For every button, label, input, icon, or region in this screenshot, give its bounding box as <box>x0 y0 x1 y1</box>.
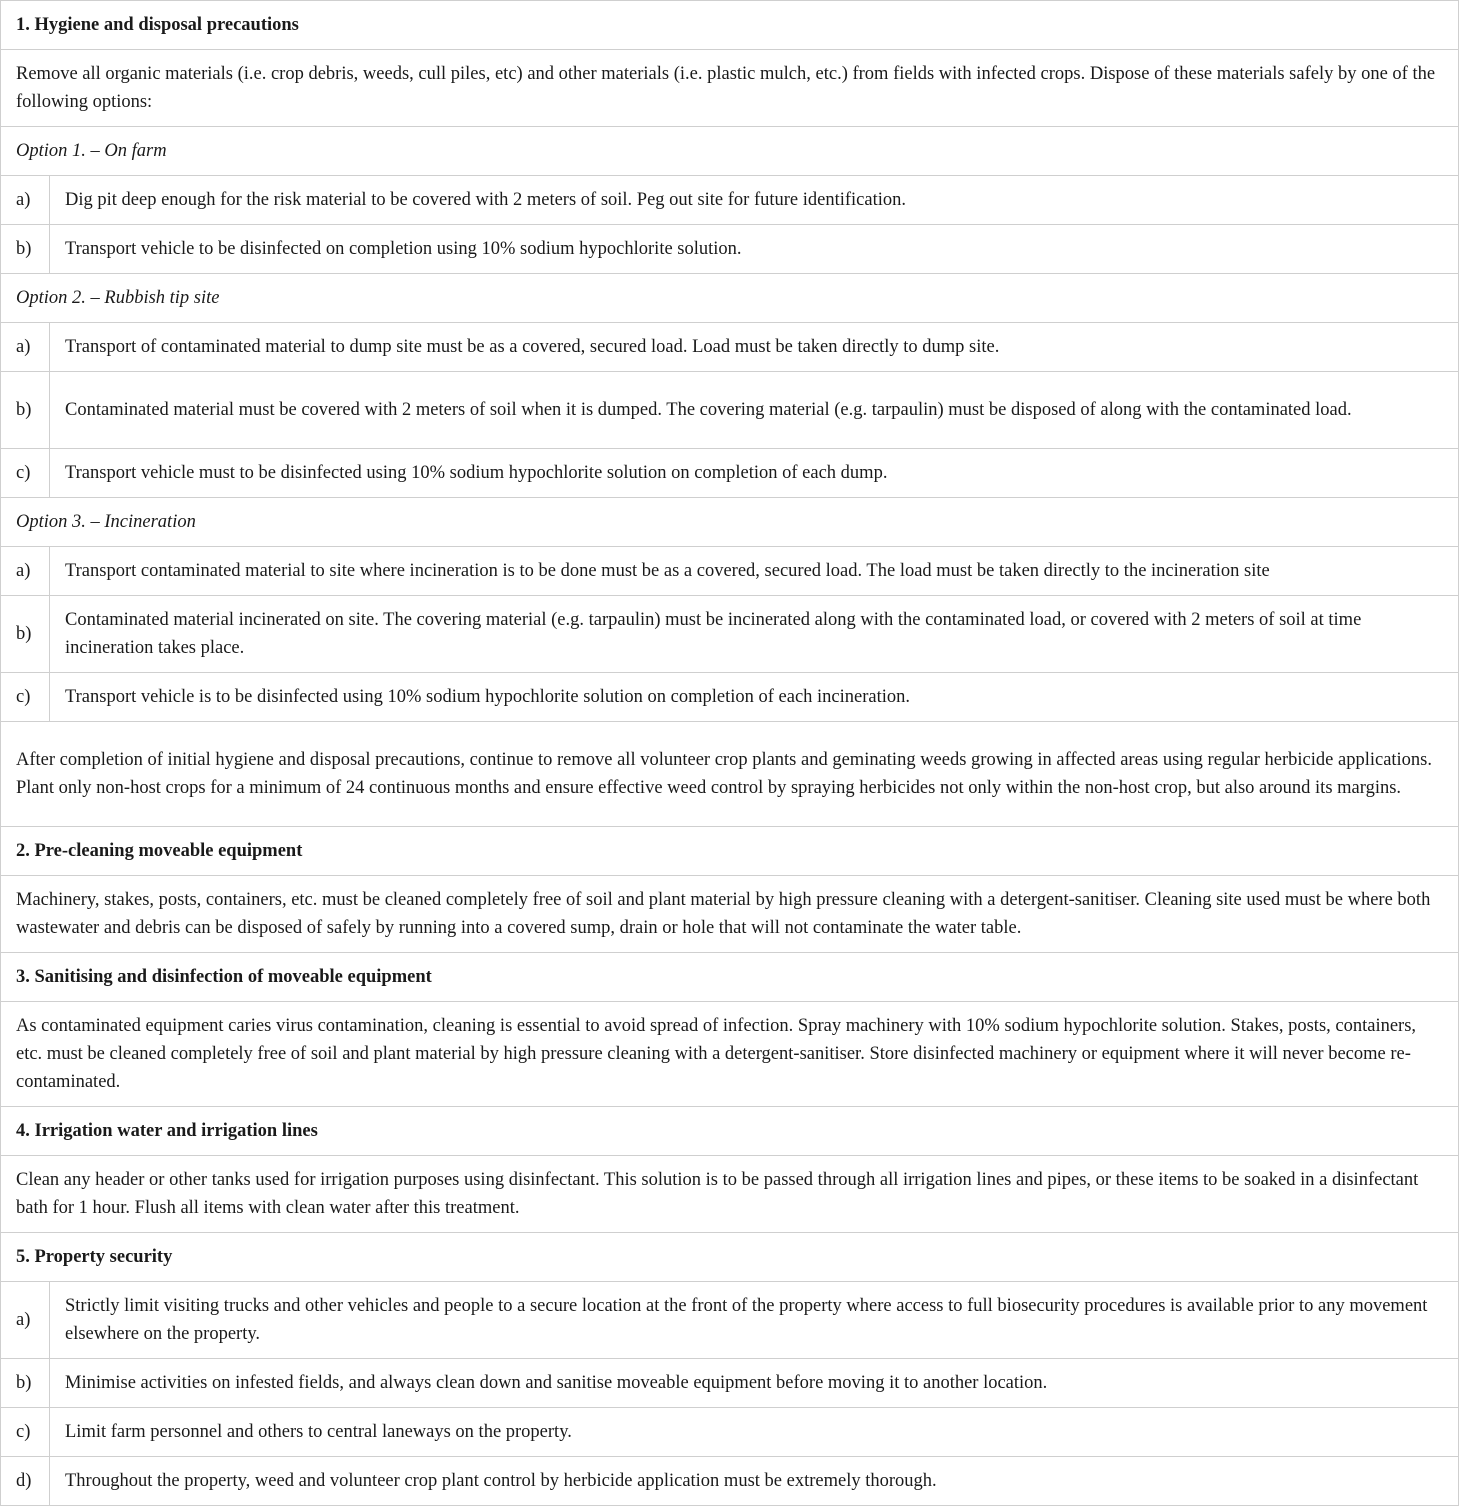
table-row <box>1 1408 1459 1457</box>
option-header-row <box>1 274 1459 323</box>
table-row <box>1 547 1459 596</box>
item-text: Transport contaminated material to site where incineration is to be done must be as a covered, secured load. The load must be taken directly to the incineration site <box>50 547 1459 596</box>
item-label: c) <box>1 1408 50 1457</box>
table-row <box>1 1359 1459 1408</box>
item-label: a) <box>1 176 50 225</box>
section-header-row <box>1 1107 1459 1156</box>
item-label: b) <box>1 225 50 274</box>
section-body: As contaminated equipment caries virus contamination, cleaning is essential to avoid spread of infection. Spray machinery with 10% sodium hypochlorite solution. Stakes, posts, containers, etc. must be cleaned completely free of soil and plant material by high pressure cleaning with a detergent-sanitiser. Store disinfected machinery or equipment where it will never become re-contaminated. <box>1 1002 1459 1107</box>
option-header-row <box>1 127 1459 176</box>
item-label: b) <box>1 372 50 449</box>
item-text: Dig pit deep enough for the risk material to be covered with 2 meters of soil. Peg out site for future identification. <box>50 176 1459 225</box>
item-text: Contaminated material must be covered with 2 meters of soil when it is dumped. The covering material (e.g. tarpaulin) must be disposed of along with the contaminated load. <box>50 372 1459 449</box>
item-label: a) <box>1 323 50 372</box>
section-body: Machinery, stakes, posts, containers, etc. must be cleaned completely free of soil and plant material by high pressure cleaning with a detergent-sanitiser. Cleaning site used must be where both wastewater and debris can be disposed of safely by running into a covered sump, drain or hole that will not contaminate the water table. <box>1 876 1459 953</box>
section-title: 5. Property security <box>1 1233 1459 1282</box>
item-label: c) <box>1 449 50 498</box>
table-row <box>1 176 1459 225</box>
section-title: 3. Sanitising and disinfection of moveable equipment <box>1 953 1459 1002</box>
item-text: Strictly limit visiting trucks and other vehicles and people to a secure location at the front of the property where access to full biosecurity procedures is available prior to any movement elsewhere on the property. <box>50 1282 1459 1359</box>
section-intro: Remove all organic materials (i.e. crop debris, weeds, cull piles, etc) and other materials (i.e. plastic mulch, etc.) from fields with infected crops. Dispose of these materials safely by one of the following options: <box>1 50 1459 127</box>
section-header-row <box>1 1 1459 50</box>
item-label: b) <box>1 1359 50 1408</box>
table-row <box>1 1282 1459 1359</box>
table-row <box>1 1457 1459 1506</box>
section-header-row <box>1 827 1459 876</box>
section-header-row <box>1 1233 1459 1282</box>
section-body: Clean any header or other tanks used for irrigation purposes using disinfectant. This solution is to be passed through all irrigation lines and pipes, or these items to be soaked in a disinfectant bath for 1 hour. Flush all items with clean water after this treatment. <box>1 1156 1459 1233</box>
item-label: a) <box>1 1282 50 1359</box>
item-text: Contaminated material incinerated on site. The covering material (e.g. tarpaulin) must be incinerated along with the contaminated load, or covered with 2 meters of soil at time incineration takes place. <box>50 596 1459 673</box>
section-header-row <box>1 953 1459 1002</box>
section-title: 1. Hygiene and disposal precautions <box>1 1 1459 50</box>
table-row <box>1 449 1459 498</box>
item-text: Transport of contaminated material to dump site must be as a covered, secured load. Load must be taken directly to dump site. <box>50 323 1459 372</box>
item-text: Transport vehicle to be disinfected on completion using 10% sodium hypochlorite solution. <box>50 225 1459 274</box>
section-paragraph-row <box>1 722 1459 827</box>
table-row <box>1 372 1459 449</box>
option-title: Option 2. – Rubbish tip site <box>1 274 1459 323</box>
table-row <box>1 225 1459 274</box>
section-closing: After completion of initial hygiene and disposal precautions, continue to remove all volunteer crop plants and geminating weeds growing in affected areas using regular herbicide applications. Plant only non-host crops for a minimum of 24 continuous months and ensure effective weed control by spraying herbicides not only within the non-host crop, but also around its margins. <box>1 722 1459 827</box>
option-title: Option 1. – On farm <box>1 127 1459 176</box>
item-text: Transport vehicle must to be disinfected using 10% sodium hypochlorite solution on completion of each dump. <box>50 449 1459 498</box>
item-label: d) <box>1 1457 50 1506</box>
item-text: Throughout the property, weed and volunteer crop plant control by herbicide application must be extremely thorough. <box>50 1457 1459 1506</box>
item-text: Limit farm personnel and others to central laneways on the property. <box>50 1408 1459 1457</box>
table-row <box>1 596 1459 673</box>
table-row <box>1 323 1459 372</box>
item-label: c) <box>1 673 50 722</box>
table-row <box>1 673 1459 722</box>
option-title: Option 3. – Incineration <box>1 498 1459 547</box>
section-title: 2. Pre-cleaning moveable equipment <box>1 827 1459 876</box>
section-paragraph-row <box>1 1002 1459 1107</box>
item-label: a) <box>1 547 50 596</box>
option-header-row <box>1 498 1459 547</box>
section-paragraph-row <box>1 50 1459 127</box>
item-text: Minimise activities on infested fields, and always clean down and sanitise moveable equipment before moving it to another location. <box>50 1359 1459 1408</box>
section-paragraph-row <box>1 876 1459 953</box>
item-label: b) <box>1 596 50 673</box>
item-text: Transport vehicle is to be disinfected using 10% sodium hypochlorite solution on completion of each incineration. <box>50 673 1459 722</box>
section-paragraph-row <box>1 1156 1459 1233</box>
section-title: 4. Irrigation water and irrigation lines <box>1 1107 1459 1156</box>
